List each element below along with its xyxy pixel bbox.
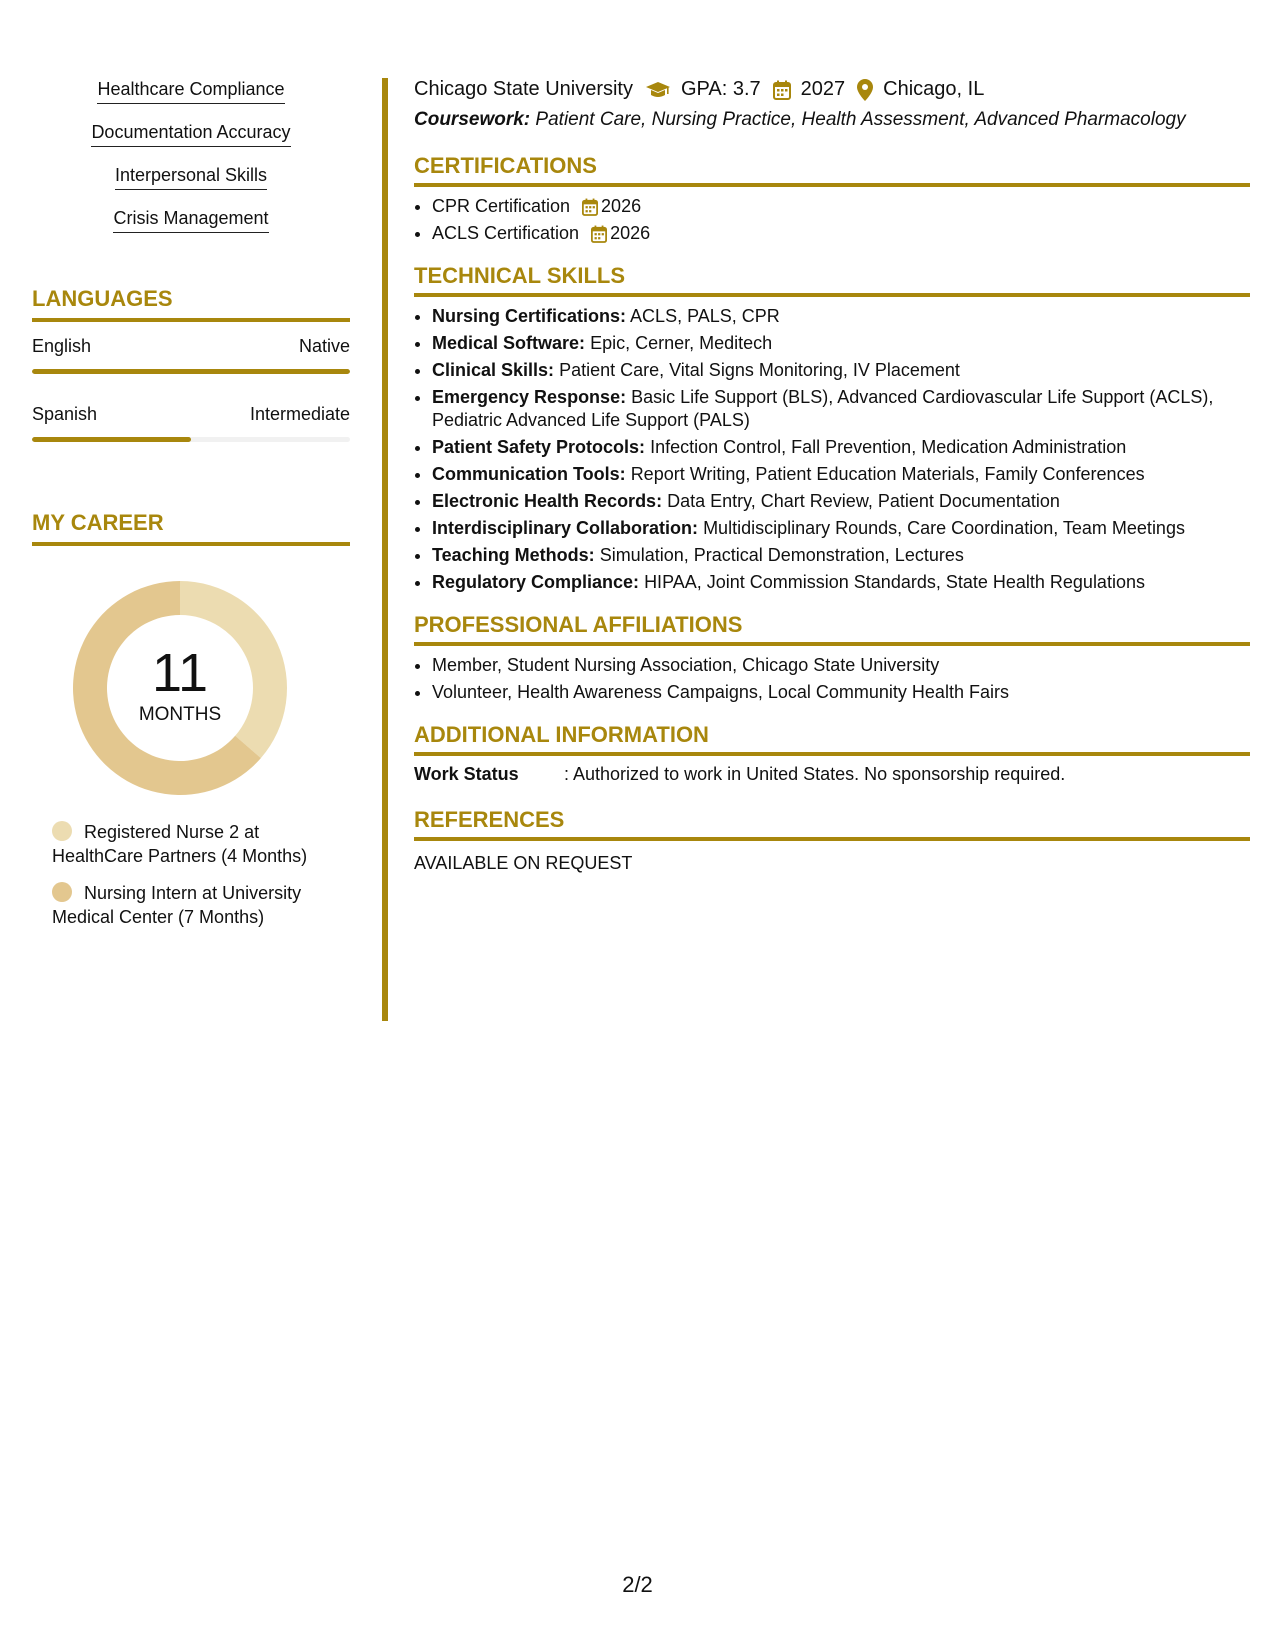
career-legend [32, 820, 350, 929]
main-content [414, 78, 1250, 874]
language-name: Spanish [32, 404, 98, 424]
skill-tag: Crisis Management [113, 207, 268, 233]
references-text: AVAILABLE ON REQUEST [414, 853, 633, 873]
career-donut-chart [32, 570, 350, 810]
certification-name: • ACLS Certification [432, 223, 580, 243]
skill-category: Medical Software: [432, 333, 586, 353]
career-legend-item [32, 881, 350, 929]
career-donut-svg [32, 570, 350, 810]
language-level: Intermediate [249, 404, 350, 424]
skill-category: Teaching Methods: [432, 545, 595, 565]
certifications-heading: CERTIFICATIONS [414, 153, 1250, 187]
language-proficiency-bar [32, 369, 350, 374]
skill-values: Patient Care, Vital Signs Monitoring, IV Placement [559, 360, 960, 380]
list-item: • Member, Student Nursing Association, Chicago State University [432, 654, 1250, 677]
list-item [432, 571, 1250, 594]
languages-heading: LANGUAGES [32, 286, 350, 322]
legend-dot-icon [52, 882, 72, 902]
list-item [432, 195, 1250, 218]
career-legend-item [32, 820, 350, 868]
affiliations-list [414, 654, 1250, 704]
career-legend-label: Registered Nurse 2 at HealthCare Partners (4 Months) [52, 822, 308, 866]
skill-tag: Documentation Accuracy [91, 121, 290, 147]
certification-year: 2026 [601, 196, 642, 216]
list-item [432, 386, 1250, 432]
technical-skills-list [414, 305, 1250, 594]
skill-values: Epic, Cerner, Meditech [590, 333, 773, 353]
list-item [432, 222, 1250, 245]
map-pin-icon [857, 79, 873, 101]
language-level: Native [298, 336, 350, 356]
skill-values: Infection Control, Fall Prevention, Medication Administration [650, 437, 1127, 457]
work-status-row [414, 764, 1250, 785]
legend-dot-icon [52, 821, 72, 841]
certification-year: 2026 [610, 223, 651, 243]
skill-category: Interdisciplinary Collaboration: [432, 518, 699, 538]
list-item [432, 490, 1250, 513]
technical-skills-heading: TECHNICAL SKILLS [414, 263, 1250, 297]
list-item [432, 359, 1250, 382]
skill-values: Data Entry, Chart Review, Patient Documentation [667, 491, 1060, 511]
career-legend-label: Nursing Intern at University Medical Center (7 Months) [52, 883, 302, 927]
additional-info-heading: ADDITIONAL INFORMATION [414, 722, 1250, 756]
skill-tag: Healthcare Compliance [97, 78, 284, 104]
skill-values: Simulation, Practical Demonstration, Lectures [599, 545, 964, 565]
career-heading: MY CAREER [32, 510, 350, 546]
list-item [432, 305, 1250, 328]
language-proficiency-fill [32, 437, 191, 442]
column-divider [382, 78, 388, 1021]
calendar-icon [773, 80, 791, 100]
language-proficiency-fill [32, 369, 350, 374]
calendar-icon [582, 198, 598, 216]
skill-category: Clinical Skills: [432, 360, 555, 380]
list-item [432, 544, 1250, 567]
skill-values: ACLS, PALS, CPR [630, 306, 780, 326]
list-item [432, 517, 1250, 540]
language-proficiency-bar [32, 437, 350, 442]
work-status-label: Work Status [414, 764, 519, 784]
skill-category: Electronic Health Records: [432, 491, 663, 511]
graduation-cap-icon [645, 80, 671, 100]
calendar-icon [591, 225, 607, 243]
list-item: • Volunteer, Health Awareness Campaigns, Local Community Health Fairs [432, 681, 1250, 704]
coursework-value: Patient Care, Nursing Practice, Health Assessment, Advanced Pharmacology [535, 109, 1186, 130]
list-item [432, 463, 1250, 486]
language-item [32, 404, 350, 442]
skill-category: Emergency Response: [432, 387, 627, 407]
language-item [32, 336, 350, 374]
skill-values: Basic Life Support (BLS), Advanced Cardiovascular Life Support (ACLS), Pediatric Advanced Life Support (PALS) [432, 387, 1214, 430]
list-item [432, 332, 1250, 355]
work-status-value: : Authorized to work in United States. No sponsorship required. [564, 764, 1066, 784]
skill-values: Report Writing, Patient Education Materials, Family Conferences [630, 464, 1145, 484]
career-unit-label: MONTHS [138, 704, 222, 725]
coursework-label: Coursework: [414, 109, 531, 130]
page-number: 2/2 [622, 1572, 653, 1597]
certification-name: • CPR Certification [432, 196, 571, 216]
skill-category: Regulatory Compliance: [432, 572, 640, 592]
school-name: Chicago State University [414, 78, 633, 100]
location: Chicago, IL [883, 78, 985, 100]
coursework-line [414, 109, 1250, 131]
education-line [414, 78, 1250, 101]
sidebar [32, 78, 350, 942]
affiliations-heading: PROFESSIONAL AFFILIATIONS [414, 612, 1250, 646]
skills-list [32, 78, 350, 250]
list-item [432, 436, 1250, 459]
skill-tag: Interpersonal Skills [115, 164, 267, 190]
career-total-months: 11 [151, 643, 209, 703]
gpa: GPA: 3.7 [680, 78, 761, 100]
references-heading: REFERENCES [414, 807, 1250, 841]
graduation-year: 2027 [800, 78, 846, 100]
language-name: English [32, 336, 92, 356]
skill-values: Multidisciplinary Rounds, Care Coordination, Team Meetings [703, 518, 1185, 538]
skill-values: HIPAA, Joint Commission Standards, State Health Regulations [644, 572, 1145, 592]
skill-category: Nursing Certifications: [432, 306, 627, 326]
skill-category: Patient Safety Protocols: [432, 437, 646, 457]
certifications-list [414, 195, 1250, 245]
skill-category: Communication Tools: [432, 464, 626, 484]
